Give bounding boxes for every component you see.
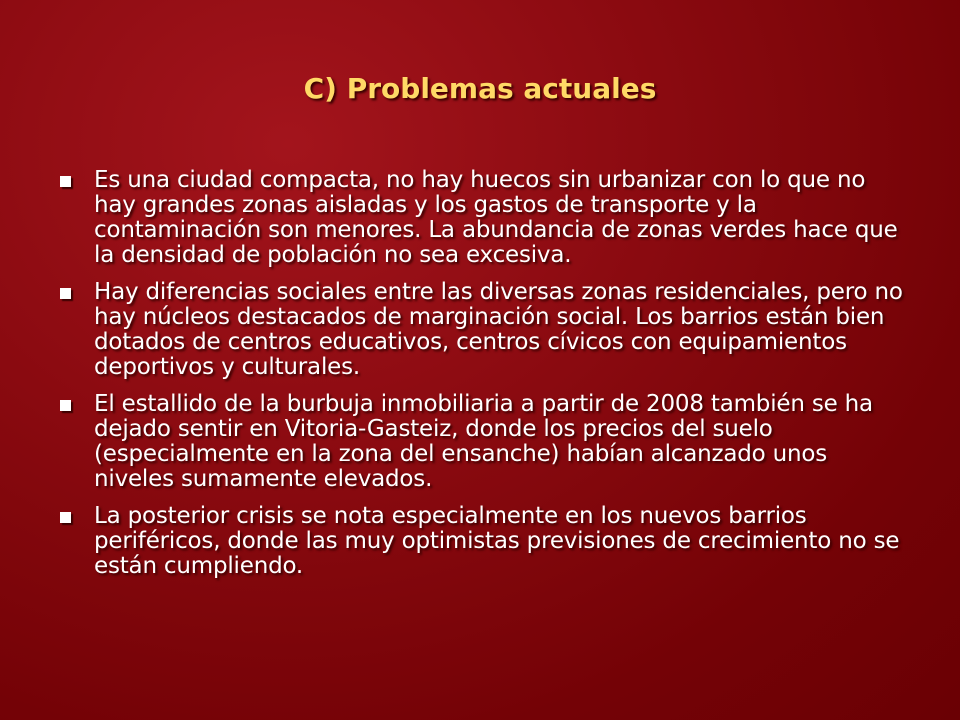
bullet-text: Es una ciudad compacta, no hay huecos sin urbanizar con lo que no hay grandes zonas aisladas y los gastos de transporte y la contaminación son menores. La abundancia de zonas verdes hace que la densidad de población no sea excesiva. [94,167,898,268]
bullet-text: El estallido de la burbuja inmobiliaria a partir de 2008 también se ha dejado sentir en Vitoria-Gasteiz, donde los precios del suelo (especialmente en la zona del ensanche) habían alcanzado unos niveles sumamente elevados. [94,391,873,492]
square-bullet-icon [60,512,71,523]
square-bullet-icon [60,176,71,187]
bullet-list [60,168,910,591]
list-item [60,280,910,380]
bullet-text: La posterior crisis se nota especialmente en los nuevos barrios periféricos, donde las muy optimistas previsiones de crecimiento no se están cumpliendo. [94,503,900,579]
slide-title: C) Problemas actuales [303,72,657,105]
list-item [60,504,910,579]
bullet-text: Hay diferencias sociales entre las diversas zonas residenciales, pero no hay núcleos destacados de marginación social. Los barrios están bien dotados de centros educativos, centros cívicos con equipamientos deportivos y culturales. [94,279,903,380]
square-bullet-icon [60,288,71,299]
square-bullet-icon [60,400,71,411]
list-item [60,392,910,492]
list-item [60,168,910,268]
